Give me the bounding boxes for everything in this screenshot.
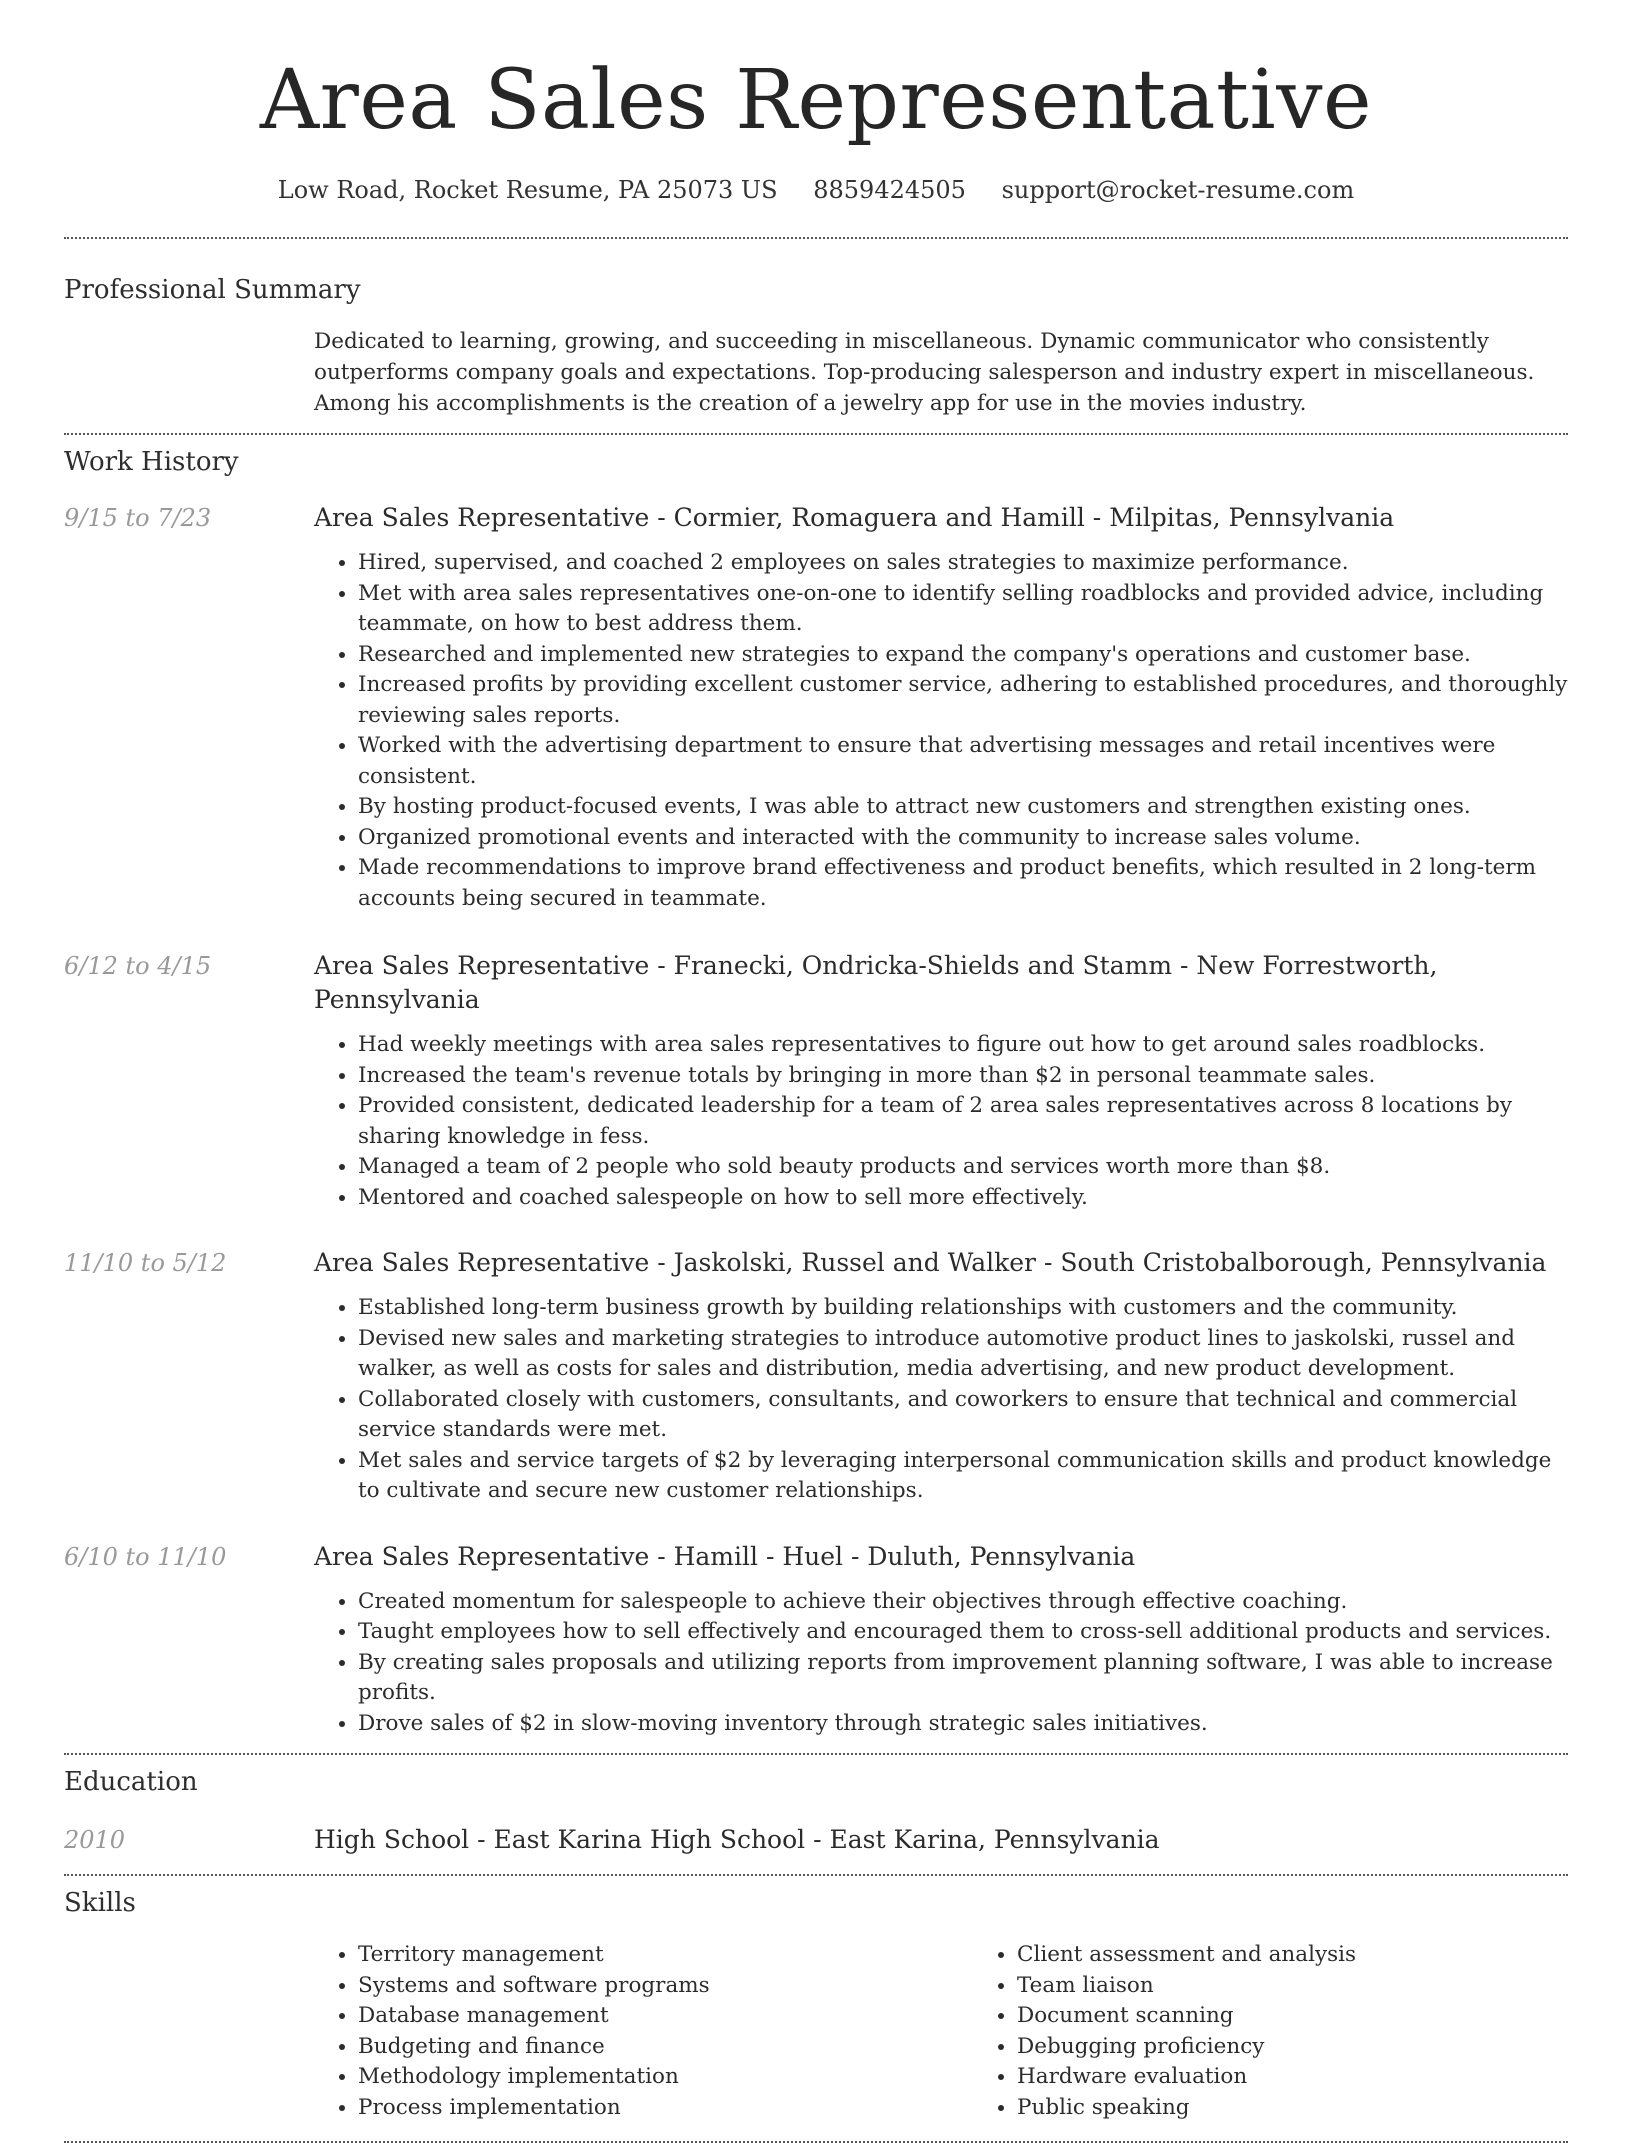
list-item: • Created momentum for salespeople to achieve their objectives through effective coaching. <box>358 1587 1568 1618</box>
job-bullets <box>314 548 1568 914</box>
job-dates: 9/15 to 7/23 <box>64 504 212 532</box>
list-item: • Provided consistent, dedicated leadership for a team of 2 area sales representatives across 8 locations by sharing knowledge in fess. <box>358 1091 1568 1152</box>
job-dates: 11/10 to 5/12 <box>64 1249 227 1277</box>
resume-name: Area Sales Representative <box>259 53 1373 148</box>
list-item: • Devised new sales and marketing strategies to introduce automotive product lines to jaskolski, russel and walker, as well as costs for sales and distribution, media advertising, and new product development. <box>358 1324 1568 1385</box>
list-item: • Collaborated closely with customers, consultants, and coworkers to ensure that technical and commercial service standards were met. <box>358 1385 1568 1446</box>
section-title-work: Work History <box>64 447 239 477</box>
skills-list-right <box>973 1940 1632 2123</box>
list-item: • Met sales and service targets of $2 by leveraging interpersonal communication skills and product knowledge to cultivate and secure new customer relationships. <box>358 1446 1568 1507</box>
summary-spacer <box>64 326 314 419</box>
list-item: • Hired, supervised, and coached 2 employees on sales strategies to maximize performance. <box>358 548 1568 579</box>
job-title: Area Sales Representative - Cormier, Romaguera and Hamill - Milpitas, Pennsylvania <box>314 503 1395 532</box>
list-item: • Increased the team's revenue totals by bringing in more than $2 in personal teammate sales. <box>358 1061 1568 1092</box>
divider <box>64 1874 1568 1876</box>
list-item: • Hardware evaluation <box>1017 2062 1632 2093</box>
job-title: Area Sales Representative - Hamill - Huel - Duluth, Pennsylvania <box>314 1541 1136 1571</box>
divider <box>64 237 1568 239</box>
job-bullets <box>314 1293 1568 1507</box>
list-item: • Systems and software programs <box>358 1971 973 2002</box>
contact-address: Low Road, Rocket Resume, PA 25073 US <box>277 176 778 204</box>
list-item: • Taught employees how to sell effectively and encouraged them to cross-sell additional products and services. <box>358 1617 1568 1648</box>
list-item: • Drove sales of $2 in slow-moving inventory through strategic sales initiatives. <box>358 1709 1568 1740</box>
list-item: • Process implementation <box>358 2093 973 2124</box>
skills-list-left <box>314 1940 973 2123</box>
section-title-summary: Professional Summary <box>64 275 361 305</box>
list-item: • Public speaking <box>1017 2093 1632 2124</box>
job-entry <box>64 1540 1568 1740</box>
list-item: • Team liaison <box>1017 1971 1632 2002</box>
list-item: • Budgeting and finance <box>358 2032 973 2063</box>
work-section <box>64 445 1568 1739</box>
list-item: • Met with area sales representatives one-on-one to identify selling roadblocks and provided advice, including teammate, on how to best address them. <box>358 579 1568 640</box>
job-title: Area Sales Representative - Jaskolski, Russel and Walker - South Cristobalborough, Pennsylvania <box>314 1248 1547 1277</box>
education-section <box>64 1765 1568 1857</box>
list-item: • Managed a team of 2 people who sold beauty products and services worth more than $8. <box>358 1152 1568 1183</box>
section-title-skills: Skills <box>64 1888 136 1918</box>
job-bullets <box>314 1587 1568 1740</box>
list-item: • Document scanning <box>1017 2001 1632 2032</box>
list-item: • Established long-term business growth by building relationships with customers and the community. <box>358 1293 1568 1324</box>
list-item: • Researched and implemented new strategies to expand the company's operations and customer base. <box>358 640 1568 671</box>
skills-spacer <box>64 1940 314 2123</box>
section-title-education: Education <box>64 1767 198 1797</box>
contact-phone: 8859424505 <box>813 176 966 204</box>
skills-columns <box>314 1940 1632 2123</box>
list-item: • Organized promotional events and interacted with the community to increase sales volume. <box>358 823 1568 854</box>
list-item: • Increased profits by providing excellent customer service, adhering to established procedures, and thoroughly reviewing sales reports. <box>358 670 1568 731</box>
education-entry: High School - East Karina High School - East Karina, Pennsylvania <box>314 1825 1160 1854</box>
job-entry <box>64 949 1568 1213</box>
education-year: 2010 <box>64 1826 126 1854</box>
list-item: • Methodology implementation <box>358 2062 973 2093</box>
list-item: • By creating sales proposals and utilizing reports from improvement planning software, I was able to increase profits. <box>358 1648 1568 1709</box>
list-item: • Worked with the advertising department to ensure that advertising messages and retail incentives were consistent. <box>358 731 1568 792</box>
job-bullets <box>314 1030 1568 1213</box>
job-title: Area Sales Representative - Franecki, Ondricka-Shields and Stamm - New Forrestworth, Pennsylvania <box>314 951 1438 1014</box>
list-item: • Territory management <box>358 1940 973 1971</box>
list-item: • By hosting product-focused events, I was able to attract new customers and strengthen existing ones. <box>358 792 1568 823</box>
job-dates: 6/12 to 4/15 <box>64 952 212 980</box>
contact-line <box>64 176 1568 204</box>
divider <box>64 1753 1568 1755</box>
contact-email: support@rocket-resume.com <box>1001 176 1355 204</box>
job-entry <box>64 501 1568 914</box>
divider <box>64 433 1568 435</box>
list-item: • Client assessment and analysis <box>1017 1940 1632 1971</box>
job-dates: 6/10 to 11/10 <box>64 1542 227 1571</box>
list-item: • Had weekly meetings with area sales representatives to figure out how to get around sales roadblocks. <box>358 1030 1568 1061</box>
list-item: • Made recommendations to improve brand effectiveness and product benefits, which resulted in 2 long-term accounts being secured in teammate. <box>358 853 1568 914</box>
list-item: • Mentored and coached salespeople on how to sell more effectively. <box>358 1183 1568 1214</box>
resume-page <box>64 0 1568 2143</box>
list-item: • Database management <box>358 2001 973 2032</box>
summary-text: Dedicated to learning, growing, and succeeding in miscellaneous. Dynamic communicator who consistently outperforms company goals and expectations. Top-producing salesperson and industry expert in miscellaneous. Among his accomplishments is the creation of a jewelry app for use in the movies industry. <box>314 329 1535 416</box>
summary-section <box>64 273 1568 419</box>
skills-section <box>64 1886 1568 2123</box>
job-entry <box>64 1246 1568 1507</box>
list-item: • Debugging proficiency <box>1017 2032 1632 2063</box>
